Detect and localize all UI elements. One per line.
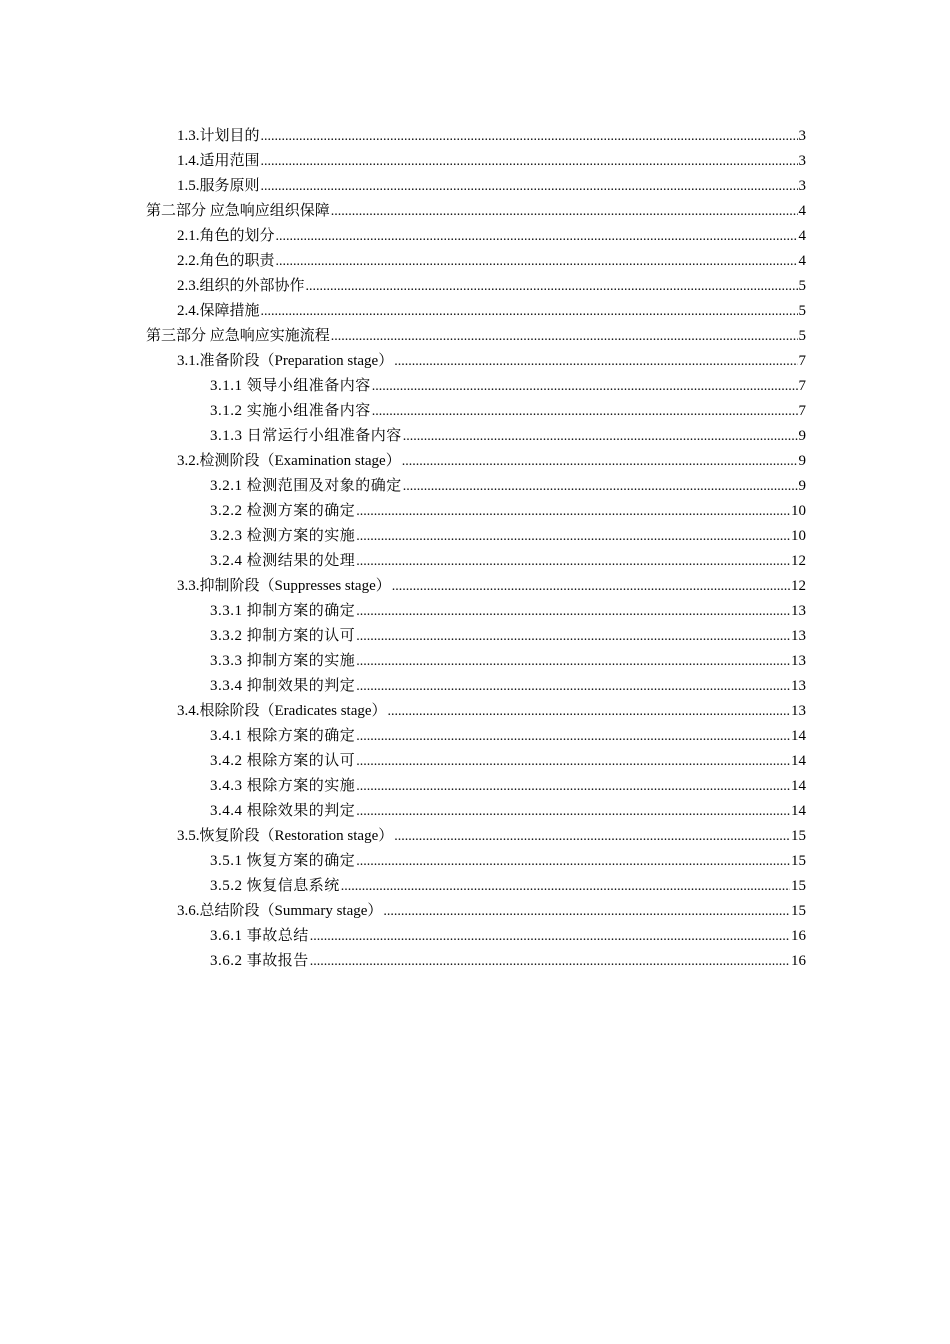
toc-entry[interactable]	[210, 849, 806, 874]
toc-entry[interactable]	[177, 249, 806, 274]
toc-entry-title: 3.2.检测阶段（Examination stage）	[177, 453, 401, 469]
toc-entry-title: 3.1.2 实施小组准备内容	[210, 403, 371, 419]
toc-page-number: 4	[798, 228, 806, 244]
toc-dot-leader	[261, 124, 798, 149]
toc-entry-title: 3.1.1 领导小组准备内容	[210, 378, 371, 394]
toc-dot-leader	[356, 649, 790, 674]
toc-entry-title: 2.3.组织的外部协作	[177, 278, 305, 294]
toc-entry-title: 3.2.4 检测结果的处理	[210, 553, 356, 569]
toc-entry-title: 3.3.1 抑制方案的确定	[210, 603, 356, 619]
toc-entry-title: 3.4.2 根除方案的认可	[210, 753, 356, 769]
toc-entry[interactable]	[210, 649, 806, 674]
toc-page-number: 14	[791, 778, 806, 794]
toc-page-number: 5	[798, 278, 806, 294]
toc-entry[interactable]	[210, 474, 806, 499]
toc-dot-leader	[341, 874, 790, 899]
toc-entry[interactable]	[177, 224, 806, 249]
toc-page-number: 15	[791, 903, 806, 919]
toc-entry-title: 3.5.1 恢复方案的确定	[210, 853, 356, 869]
toc-page-number: 15	[791, 828, 806, 844]
toc-page-number: 13	[791, 603, 806, 619]
toc-entry[interactable]	[210, 424, 806, 449]
toc-entry-title: 1.3.计划目的	[177, 128, 260, 144]
toc-entry[interactable]	[177, 899, 806, 924]
toc-entry[interactable]	[210, 749, 806, 774]
toc-dot-leader	[388, 699, 790, 724]
toc-page-number: 3	[798, 178, 806, 194]
toc-entry-title: 2.2.角色的职责	[177, 253, 275, 269]
toc-page-number: 4	[798, 203, 806, 219]
toc-page-number: 5	[798, 328, 806, 344]
toc-entry-title: 3.6.2 事故报告	[210, 953, 309, 969]
toc-page-number: 9	[798, 428, 806, 444]
toc-entry-title: 1.5.服务原则	[177, 178, 260, 194]
toc-dot-leader	[356, 549, 790, 574]
toc-page-number: 12	[791, 578, 806, 594]
toc-dot-leader	[356, 599, 790, 624]
toc-page-number: 13	[791, 703, 806, 719]
toc-page-number: 3	[798, 153, 806, 169]
toc-dot-leader	[403, 474, 798, 499]
toc-dot-leader	[310, 924, 790, 949]
toc-entry-title: 3.4.根除阶段（Eradicates stage）	[177, 703, 387, 719]
toc-dot-leader	[372, 374, 798, 399]
toc-dot-leader	[356, 799, 790, 824]
toc-page-number: 7	[798, 378, 806, 394]
toc-page-number: 14	[791, 728, 806, 744]
toc-entry-title: 3.4.3 根除方案的实施	[210, 778, 356, 794]
toc-entry[interactable]	[210, 874, 806, 899]
toc-dot-leader	[392, 574, 790, 599]
toc-entry-title: 第二部分 应急响应组织保障	[146, 203, 330, 219]
toc-dot-leader	[394, 349, 797, 374]
toc-entry[interactable]	[177, 299, 806, 324]
toc-page-number: 15	[791, 878, 806, 894]
toc-entry[interactable]	[210, 624, 806, 649]
toc-dot-leader	[306, 274, 798, 299]
toc-page-number: 7	[798, 403, 806, 419]
toc-dot-leader	[356, 524, 790, 549]
toc-dot-leader	[356, 749, 790, 774]
toc-dot-leader	[331, 324, 798, 349]
toc-dot-leader	[356, 724, 790, 749]
toc-entry[interactable]	[177, 274, 806, 299]
toc-entry[interactable]	[177, 174, 806, 199]
toc-entry[interactable]	[210, 774, 806, 799]
toc-entry[interactable]	[210, 724, 806, 749]
toc-entry-title: 3.4.4 根除效果的判定	[210, 803, 356, 819]
toc-page-number: 5	[798, 303, 806, 319]
toc-dot-leader	[331, 199, 798, 224]
toc-entry[interactable]	[210, 799, 806, 824]
toc-entry[interactable]	[177, 349, 806, 374]
toc-entry-title: 3.2.3 检测方案的实施	[210, 528, 356, 544]
toc-dot-leader	[356, 499, 790, 524]
toc-dot-leader	[276, 224, 798, 249]
toc-dot-leader	[356, 774, 790, 799]
toc-dot-leader	[310, 949, 790, 974]
toc-dot-leader	[356, 849, 790, 874]
toc-dot-leader	[394, 824, 790, 849]
toc-entry[interactable]	[146, 199, 806, 224]
toc-entry[interactable]	[210, 374, 806, 399]
toc-dot-leader	[356, 674, 790, 699]
toc-entry-title: 3.6.总结阶段（Summary stage）	[177, 903, 383, 919]
toc-dot-leader	[276, 249, 798, 274]
toc-entry[interactable]	[210, 949, 806, 974]
toc-entry[interactable]	[210, 599, 806, 624]
toc-page-number: 9	[798, 478, 806, 494]
toc-entry-title: 第三部分 应急响应实施流程	[146, 328, 330, 344]
toc-page-number: 13	[791, 678, 806, 694]
toc-entry[interactable]	[210, 524, 806, 549]
toc-dot-leader	[402, 449, 798, 474]
toc-entry-title: 1.4.适用范围	[177, 153, 260, 169]
toc-entry-title: 3.5.恢复阶段（Restoration stage）	[177, 828, 394, 844]
toc-entry-title: 3.5.2 恢复信息系统	[210, 878, 340, 894]
toc-page-number: 7	[798, 353, 806, 369]
toc-entry-title: 3.1.3 日常运行小组准备内容	[210, 428, 402, 444]
toc-page-number: 10	[791, 528, 806, 544]
toc-entry-title: 3.3.2 抑制方案的认可	[210, 628, 356, 644]
toc-entry[interactable]	[210, 399, 806, 424]
toc-page-number: 4	[798, 253, 806, 269]
toc-entry-title: 3.3.3 抑制方案的实施	[210, 653, 356, 669]
toc-page-number: 14	[791, 753, 806, 769]
toc-page-number: 3	[798, 128, 806, 144]
toc-entry[interactable]	[177, 124, 806, 149]
toc-entry[interactable]	[210, 499, 806, 524]
toc-entry-title: 3.4.1 根除方案的确定	[210, 728, 356, 744]
toc-entry-title: 3.3.抑制阶段（Suppresses stage）	[177, 578, 391, 594]
toc-entry[interactable]	[210, 674, 806, 699]
toc-entry-title: 3.6.1 事故总结	[210, 928, 309, 944]
toc-entry[interactable]	[177, 824, 806, 849]
toc-entry[interactable]	[177, 449, 806, 474]
toc-entry[interactable]	[177, 574, 806, 599]
toc-dot-leader	[261, 174, 798, 199]
toc-dot-leader	[403, 424, 798, 449]
toc-page-number: 16	[791, 928, 806, 944]
toc-dot-leader	[261, 299, 798, 324]
toc-entry[interactable]	[177, 149, 806, 174]
toc-dot-leader	[356, 624, 790, 649]
toc-page-number: 12	[791, 553, 806, 569]
toc-entry-title: 2.1.角色的划分	[177, 228, 275, 244]
toc-entry[interactable]	[177, 699, 806, 724]
toc-entry[interactable]	[146, 324, 806, 349]
toc-entry-title: 3.3.4 抑制效果的判定	[210, 678, 356, 694]
toc-page-number: 10	[791, 503, 806, 519]
toc-entry-title: 3.1.准备阶段（Preparation stage）	[177, 353, 394, 369]
toc-dot-leader	[261, 149, 798, 174]
toc-entry[interactable]	[210, 549, 806, 574]
toc-page-number: 16	[791, 953, 806, 969]
toc-entry-title: 2.4.保障措施	[177, 303, 260, 319]
toc-page-number: 9	[798, 453, 806, 469]
toc-entry-title: 3.2.2 检测方案的确定	[210, 503, 356, 519]
toc-page-number: 13	[791, 628, 806, 644]
toc-page-number: 13	[791, 653, 806, 669]
toc-entry[interactable]	[210, 924, 806, 949]
toc-page-number: 14	[791, 803, 806, 819]
toc-dot-leader	[383, 899, 790, 924]
toc-dot-leader	[372, 399, 798, 424]
toc-page-number: 15	[791, 853, 806, 869]
toc-entry-title: 3.2.1 检测范围及对象的确定	[210, 478, 402, 494]
